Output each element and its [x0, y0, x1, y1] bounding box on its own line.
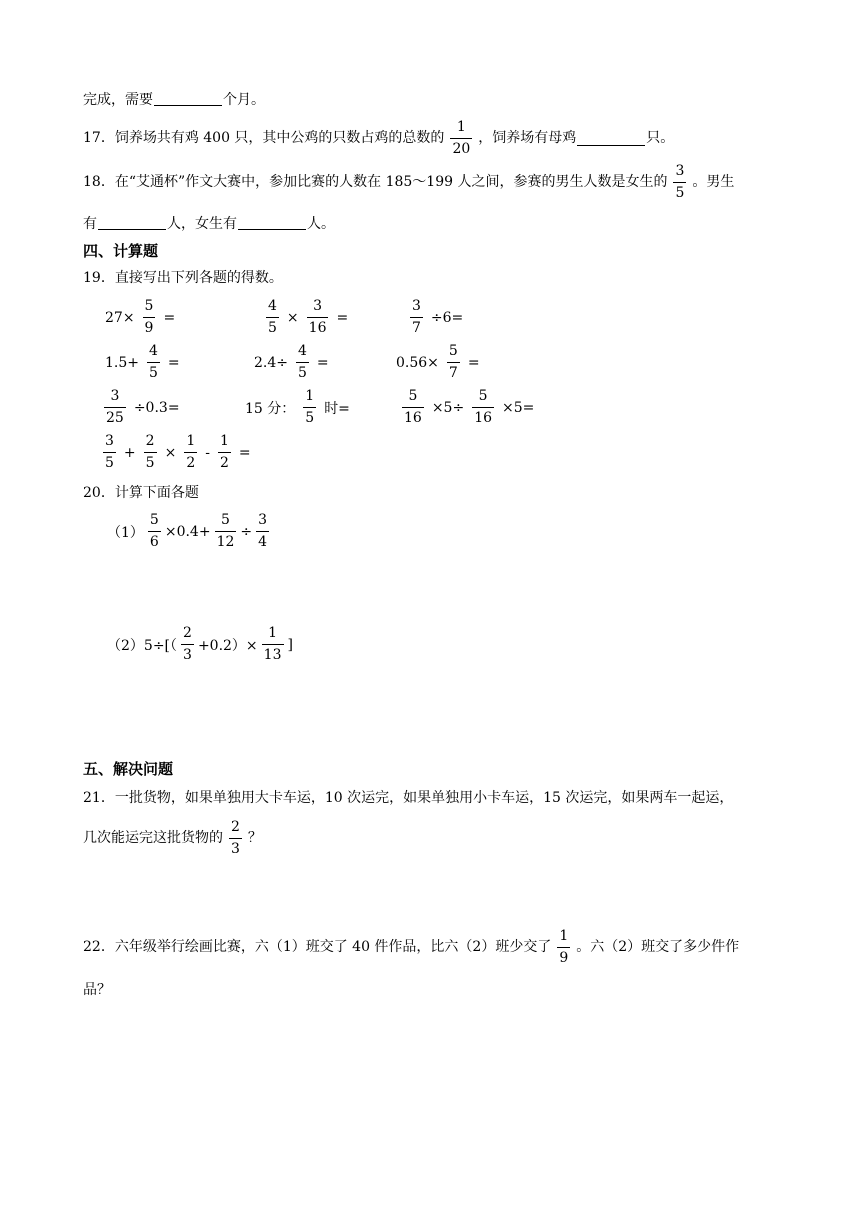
expr-text: =: [163, 309, 176, 326]
answer-blank[interactable]: [238, 215, 306, 230]
expr-text: 0.56×: [396, 354, 439, 371]
q21-text-b: ？: [247, 830, 262, 846]
numerator: 1: [186, 433, 196, 449]
numerator: 1: [559, 927, 569, 944]
numerator: 5: [144, 298, 154, 314]
expr-text: ÷6=: [430, 309, 464, 326]
numerator: 3: [412, 298, 421, 314]
numerator: 4: [149, 343, 158, 359]
question-22-line2: 品？: [83, 982, 111, 998]
denominator: 7: [410, 317, 423, 337]
denominator: 2: [184, 452, 197, 472]
denominator: 2: [218, 452, 231, 472]
q21-text-a: 几次能运完这批货物的: [83, 830, 223, 846]
numerator: 1: [268, 625, 278, 641]
operator: ÷: [240, 523, 253, 540]
q16-tail: [83, 90, 265, 110]
numerator: 5: [221, 512, 230, 528]
fraction: [147, 343, 160, 382]
fraction: [402, 388, 424, 427]
denominator: 5: [303, 407, 316, 427]
fraction: [181, 625, 194, 664]
expr-text: ÷0.3=: [133, 399, 180, 416]
numerator: 4: [268, 298, 277, 314]
denominator: 16: [472, 407, 494, 427]
fraction: [557, 928, 570, 967]
q18-line2-b: 人，女生有: [167, 216, 237, 232]
fraction: [447, 343, 460, 382]
expr-19-8: [243, 388, 352, 427]
expr-19-7: [98, 388, 182, 427]
expr-text: 27×: [105, 309, 135, 326]
numerator: 5: [448, 343, 458, 359]
fraction: [303, 388, 316, 427]
question-21-line2: [83, 818, 262, 858]
expr-text: =: [167, 354, 180, 371]
denominator: 16: [307, 317, 329, 337]
denominator: 13: [262, 644, 284, 664]
denominator: 20: [450, 138, 472, 158]
denominator: 9: [143, 317, 156, 337]
numerator: 5: [478, 388, 488, 404]
fraction: [184, 433, 197, 472]
fraction: [296, 343, 309, 382]
numerator: 5: [149, 512, 159, 528]
q18-text-a: 18．在“艾通杯”作文大赛中，参加比赛的人数在 185～199 人之间，参赛的男生人数是女生的: [83, 174, 668, 190]
numerator: 2: [231, 818, 240, 835]
denominator: 5: [147, 362, 160, 382]
expr-text: 2.4÷: [254, 354, 288, 371]
fraction: [262, 625, 284, 664]
denominator: 9: [557, 947, 570, 967]
question-18-line2: [83, 214, 335, 234]
section-heading-calc: 四、计算题: [83, 242, 159, 260]
expr-text: 15 分：: [245, 400, 296, 417]
expr-20-2: [105, 625, 295, 664]
expr-text: =: [238, 444, 251, 461]
q17-text-a: 17．饲养场共有鸡 400 只，其中公鸡的只数占鸡的总数的: [83, 130, 445, 146]
denominator: 4: [256, 531, 269, 551]
expr-19-2: [260, 298, 350, 337]
fraction: [215, 512, 237, 551]
denominator: 5: [103, 452, 116, 472]
operator: ×: [286, 309, 299, 326]
expr-19-1: [103, 298, 177, 337]
fraction: [218, 433, 231, 472]
expr-text: =: [316, 354, 329, 371]
expr-text: ]: [287, 636, 293, 653]
answer-blank[interactable]: [577, 131, 645, 146]
expr-text: ×5=: [502, 399, 535, 416]
numerator: 1: [305, 388, 315, 404]
numerator: 2: [183, 625, 192, 641]
fraction: [144, 433, 157, 472]
denominator: 7: [447, 362, 460, 382]
numerator: 4: [298, 343, 307, 359]
denominator: 16: [402, 407, 424, 427]
denominator: 12: [215, 531, 237, 551]
fraction: [266, 298, 279, 337]
expr-label: （2）5÷[（: [107, 637, 178, 654]
operator: ×: [164, 444, 177, 461]
operator: +0.2）×: [197, 637, 258, 654]
numerator: 3: [105, 433, 114, 449]
expr-19-5: [252, 343, 331, 382]
numerator: 3: [110, 388, 120, 404]
numerator: 1: [456, 118, 466, 135]
expr-19-3: [404, 298, 465, 337]
fraction: [410, 298, 423, 337]
operator: ×5÷: [431, 399, 465, 416]
answer-blank[interactable]: [98, 215, 166, 230]
operator: +: [123, 444, 136, 461]
answer-blank[interactable]: [154, 91, 222, 106]
expr-19-10: [97, 433, 253, 472]
denominator: 6: [148, 531, 161, 551]
question-22-line1: [83, 927, 739, 967]
expr-19-9: [396, 388, 536, 427]
question-20-title: 20．计算下面各题: [83, 485, 199, 501]
expr-text: =: [336, 309, 349, 326]
q17-text-c: 只。: [646, 130, 675, 146]
denominator: 5: [296, 362, 309, 382]
q16-text-b: 个月。: [223, 92, 265, 108]
expr-19-6: [394, 343, 482, 382]
numerator: 3: [313, 298, 323, 314]
fraction: [148, 512, 161, 551]
question-18: [83, 162, 734, 202]
q22-text-a: 22．六年级举行绘画比赛，六（1）班交了 40 件作品，比六（2）班少交了: [83, 939, 552, 955]
q22-text-b: 。六（2）班交了多少件作: [576, 939, 740, 955]
numerator: 5: [408, 388, 418, 404]
q18-line2-c: 人。: [307, 216, 335, 232]
denominator: 5: [266, 317, 279, 337]
q18-text-b: 。男生: [692, 174, 735, 190]
question-21-line1: 21．一批货物，如果单独用大卡车运，10 次运完，如果单独用小卡车运，15 次运完，如果两车一起运，: [83, 790, 734, 806]
denominator: 5: [144, 452, 157, 472]
denominator: 3: [181, 644, 194, 664]
denominator: 3: [229, 838, 242, 858]
fraction: [143, 298, 156, 337]
expr-text: 时=: [324, 400, 350, 417]
expr-text: =: [467, 354, 480, 371]
numerator: 1: [219, 433, 229, 449]
fraction: [256, 512, 269, 551]
section-heading-problems: 五、解决问题: [83, 760, 174, 778]
expr-20-1: [105, 512, 271, 551]
expr-label: （1）: [107, 524, 144, 541]
numerator: 2: [145, 433, 155, 449]
q18-line2-a: 有: [83, 216, 97, 232]
expr-text: 1.5+: [105, 354, 139, 371]
fraction: [673, 163, 686, 202]
question-17: [83, 118, 674, 158]
fraction: [307, 298, 329, 337]
fraction: [450, 119, 472, 158]
operator: ×0.4+: [164, 523, 211, 540]
q16-text-a: 完成，需要: [83, 92, 153, 108]
expr-19-4: [103, 343, 182, 382]
operator: -: [205, 444, 210, 461]
numerator: 3: [675, 162, 685, 179]
denominator: 5: [673, 182, 686, 202]
q17-text-b: ，饲养场有母鸡: [478, 130, 577, 146]
fraction: [104, 388, 126, 427]
numerator: 3: [258, 512, 268, 528]
question-19-title: 19．直接写出下列各题的得数。: [83, 270, 283, 286]
fraction: [103, 433, 116, 472]
fraction: [229, 819, 242, 858]
denominator: 25: [104, 407, 126, 427]
fraction: [472, 388, 494, 427]
